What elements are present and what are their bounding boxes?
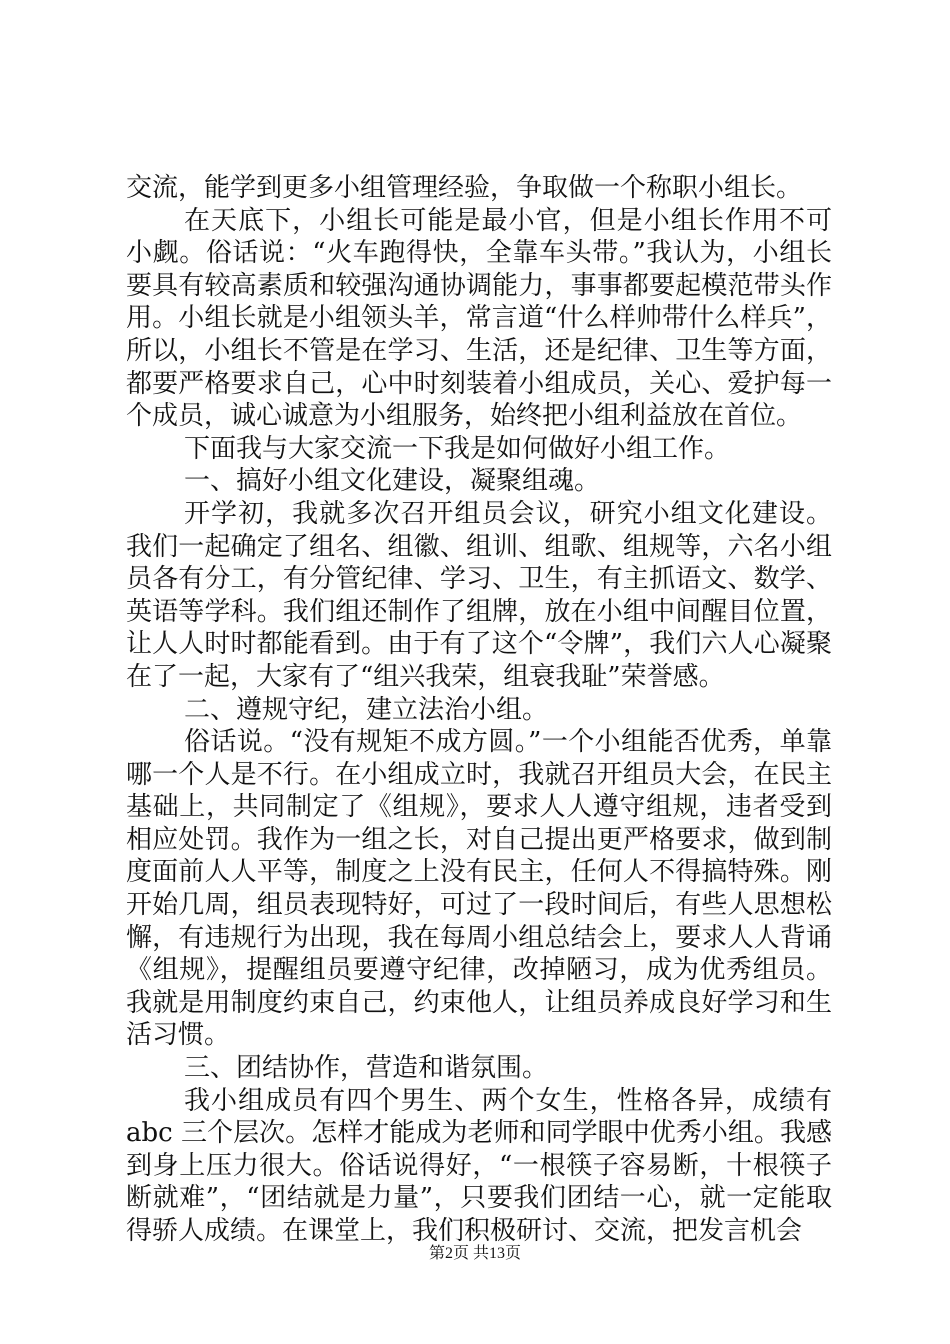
paragraph-role-of-group-leader: 在天底下，小组长可能是最小官，但是小组长作用不可小觑。俗话说：“火车跑得快，全靠车头带。”我认为，小组长要具有较高素质和较强沟通协调能力，事事都要起模范带头作用。小组长就是小组领头羊，常言道“什么样帅带什么样兵”，所以，小组长不管是在学习、生活，还是纪律、卫生等方面，都要严格要求自己，心中时刻装着小组成员，关心、爱护每一个成员，诚心诚意为小组服务，始终把小组利益放在首位。 — [126, 205, 832, 432]
paragraph-continuation: 交流，能学到更多小组管理经验，争取做一个称职小组长。 — [126, 173, 803, 203]
section-heading-1: 一、搞好小组文化建设，凝聚组魂。 — [184, 466, 601, 497]
paragraph-teamwork: 我小组成员有四个男生、两个女生，性格各异，成绩有abc 三个层次。怎样才能成为老师和同学眼中优秀小组。我感到身上压力很大。俗话说得好，“一根筷子容易断，十根筷子断就难”，“团结就是力量”，只要我们团结一心，就一定能取得骄人成绩。在课堂上，我们积极研讨、交流，把发言机会 — [126, 1085, 832, 1246]
paragraph-group-culture: 开学初，我就多次召开组员会议，研究小组文化建设。我们一起确定了组名、组徽、组训、组歌、组规等，六名小组员各有分工，有分管纪律、学习、卫生，有主抓语文、数学、英语等学科。我们组还制作了组牌，放在小组中间醒目位置，让人人时时都能看到。由于有了这个“令牌”，我们六人心凝聚在了一起，大家有了“组兴我荣，组衰我耻”荣誉感。 — [126, 498, 832, 692]
section-heading-2: 二、遵规守纪，建立法治小组。 — [184, 694, 549, 725]
document-body — [126, 172, 832, 1248]
section-heading-3: 三、团结协作，营造和谐氛围。 — [184, 1053, 549, 1084]
paragraph-rules: 俗话说。“没有规矩不成方圆。”一个小组能否优秀，单靠哪一个人是不行。在小组成立时，我就召开组员大会，在民主基础上，共同制定了《组规》，要求人人遵守组规，违者受到相应处罚。我作为一组之长，对自己提出更严格要求，做到制度面前人人平等，制度之上没有民主，任何人不得搞特殊。刚开始几周，组员表现特好，可过了一段时间后，有些人思想松懈，有违规行为出现，我在每周小组总结会上，要求人人背诵《组规》，提醒组员要遵守纪律，改掉陋习，成为优秀组员。我就是用制度约束自己，约束他人，让组员养成良好学习和生活习惯。 — [126, 727, 832, 1051]
paragraph-intro: 下面我与大家交流一下我是如何做好小组工作。 — [184, 433, 731, 464]
page-number-footer: 第2页 共13页 — [428, 1245, 521, 1262]
